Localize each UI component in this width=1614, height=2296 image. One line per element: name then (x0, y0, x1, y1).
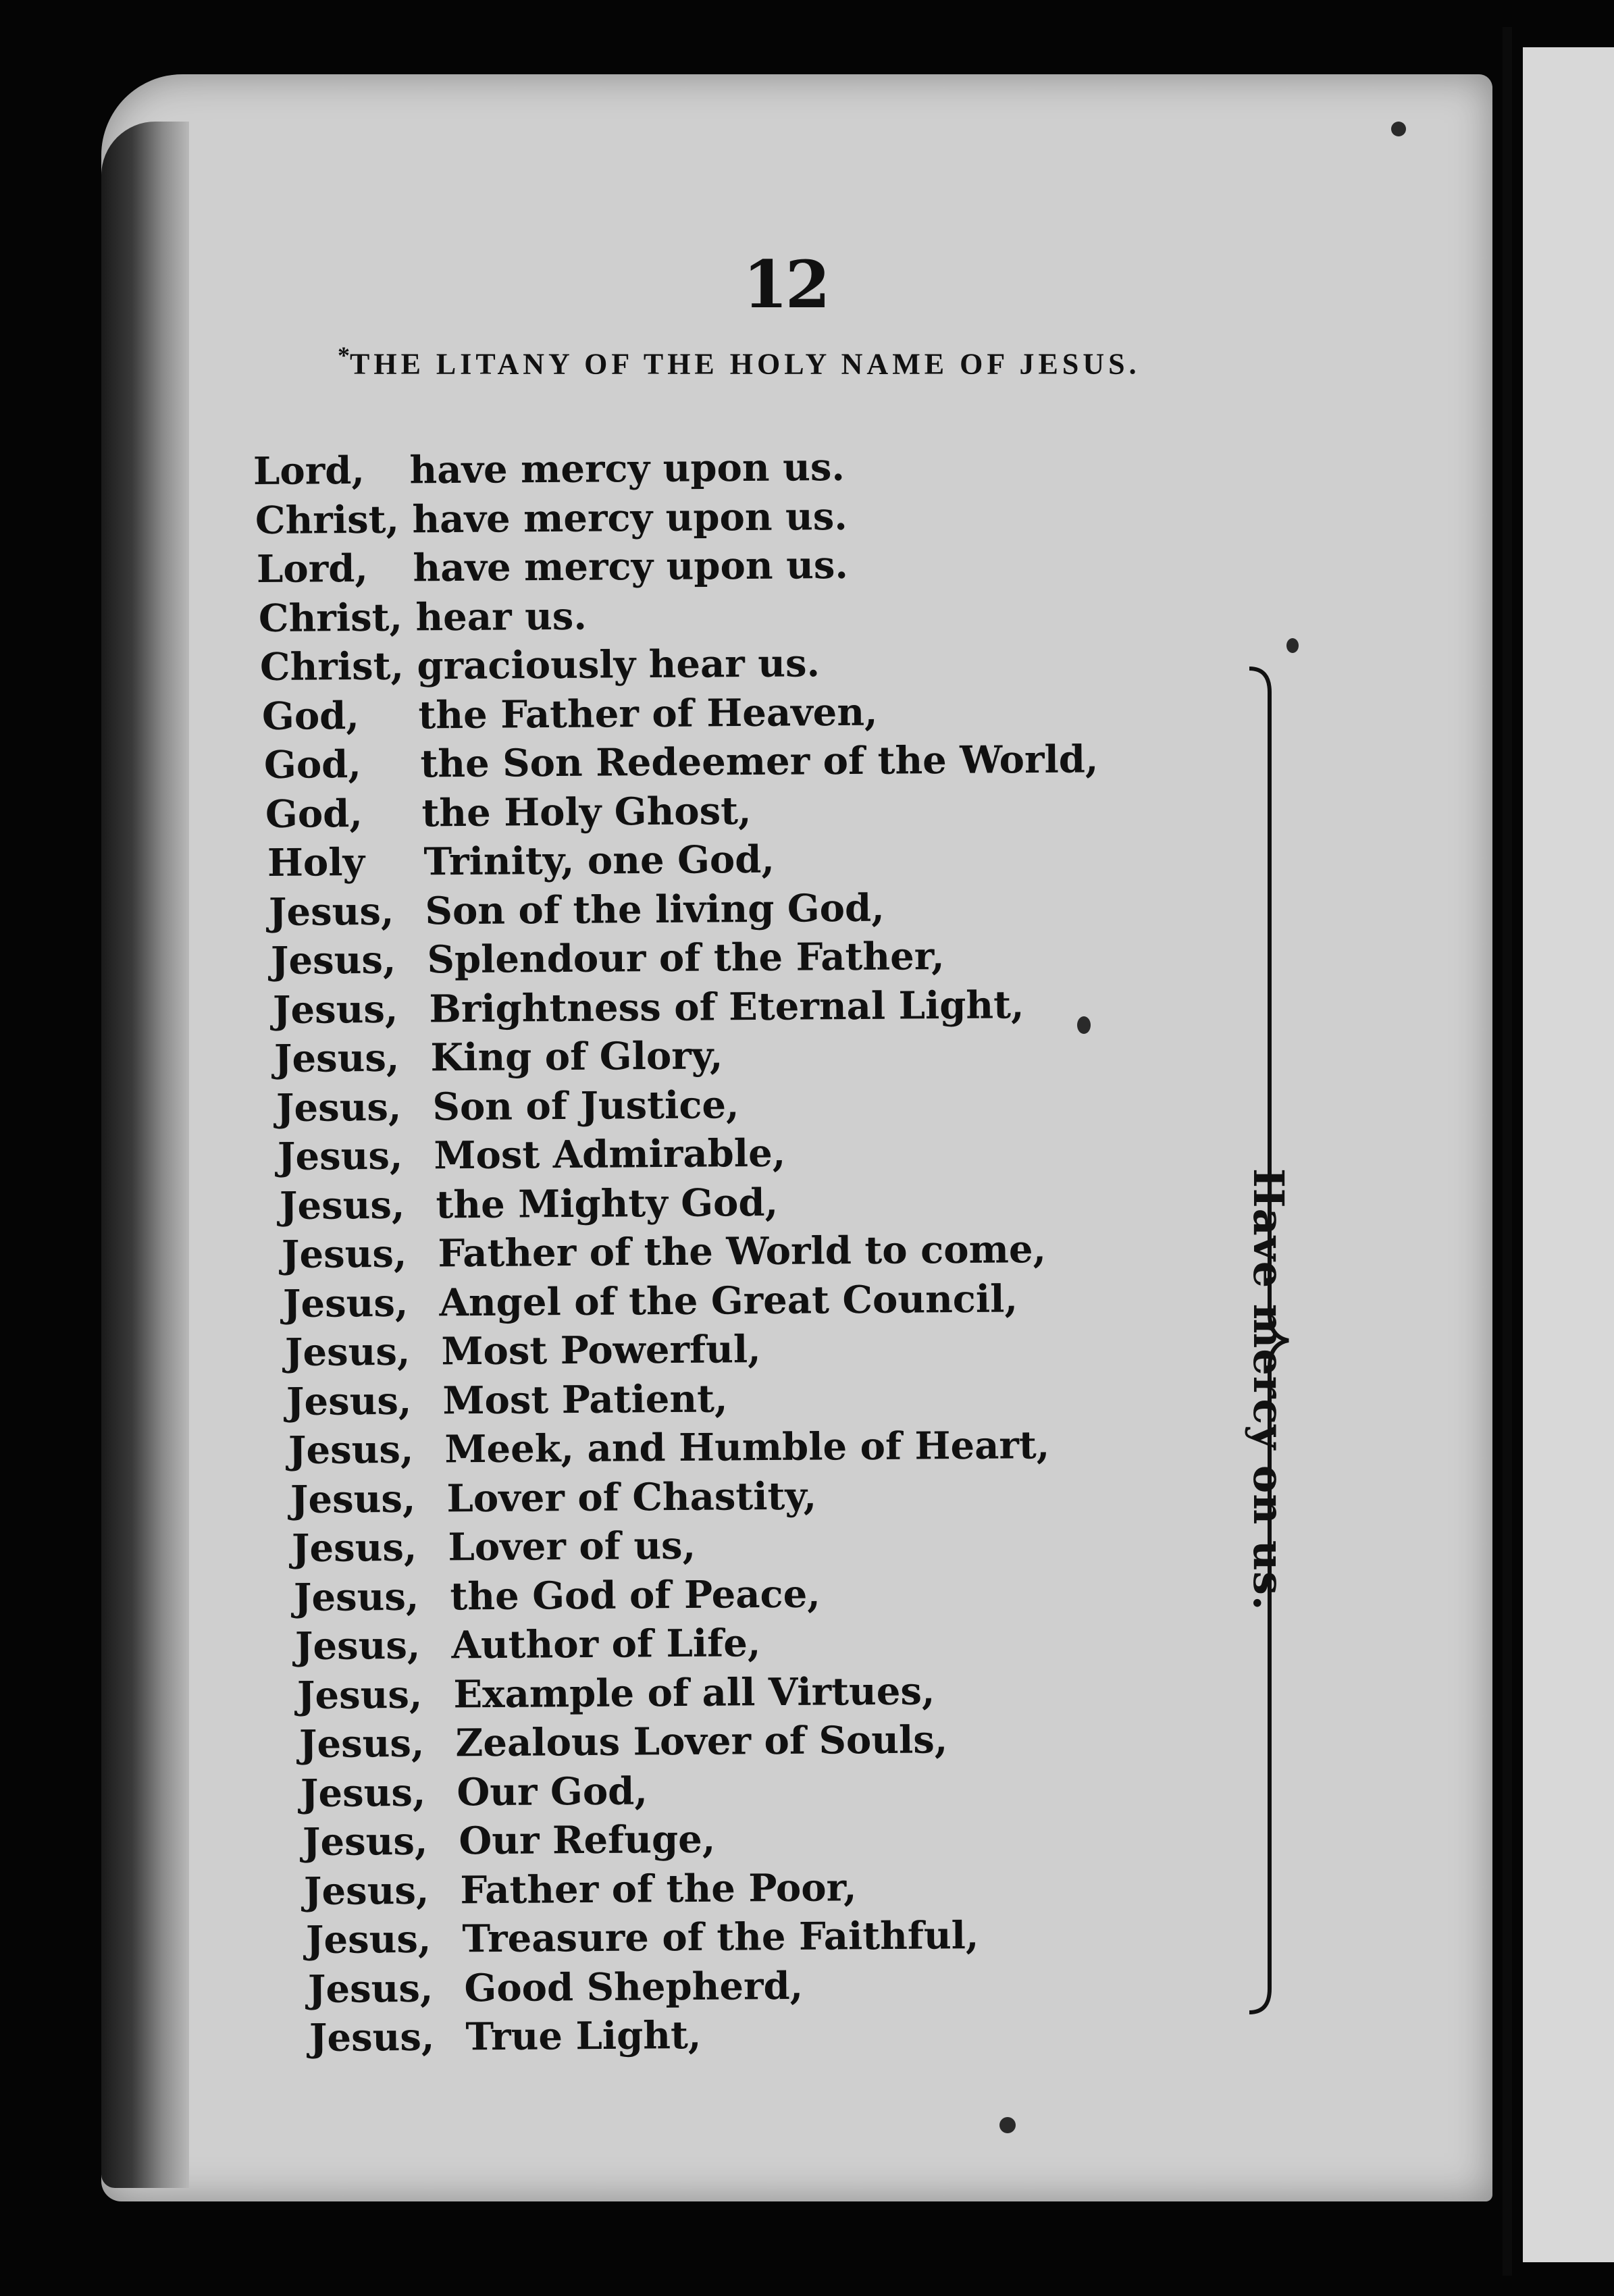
invocation-line (267, 837, 775, 885)
invocation-line (307, 1963, 803, 2011)
invocation-lead: Jesus, (278, 1133, 404, 1179)
invocation-lead: God, (263, 741, 361, 787)
invocation-line (280, 1180, 779, 1228)
invocation-text: Son of the living God, (425, 885, 885, 933)
invocation-lead: Holy (267, 839, 365, 885)
page-title (338, 341, 1141, 382)
invocation-line (288, 1423, 1050, 1473)
invocation-line (260, 641, 820, 689)
invocation-line (262, 689, 878, 738)
invocation-text: Splendour of the Father, (427, 934, 945, 983)
ink-speck (1391, 122, 1406, 136)
invocation-lead: Jesus, (298, 1721, 425, 1767)
invocation-line (286, 1376, 728, 1424)
invocation-line (306, 1913, 979, 1962)
invocation-lead: Jesus, (309, 2014, 435, 2060)
invocation-lead: Jesus, (295, 1623, 421, 1669)
invocation-text: the Son Redeemer of the World, (419, 737, 1099, 787)
invocation-text: Zealous Lover of Souls, (454, 1717, 948, 1766)
invocation-lead: Jesus, (286, 1378, 413, 1424)
invocation-line (297, 1669, 935, 1718)
invocation-line (278, 1131, 786, 1179)
response-text: Have mercy on us. (1244, 1168, 1293, 1611)
invocation-lead: Jesus, (269, 889, 395, 935)
invocation-text: Most Admirable, (434, 1130, 786, 1178)
invocation-lead: Christ, (258, 595, 402, 641)
invocation-lead: Jesus, (288, 1427, 414, 1473)
invocation-line (309, 2013, 702, 2060)
invocation-text: Brightness of Eternal Light, (428, 982, 1024, 1031)
invocation-text: Good Shepherd, (463, 1963, 803, 2010)
invocation-text: have mercy upon us. (413, 542, 849, 591)
invocation-line (281, 1227, 1045, 1277)
invocation-text: the God of Peace, (450, 1571, 821, 1619)
invocation-line (255, 494, 847, 542)
invocation-text: Father of the Poor, (460, 1864, 858, 1912)
invocation-lead: Jesus, (284, 1329, 411, 1375)
invocation-text: Our God, (457, 1768, 648, 1815)
invocation-lead: Jesus, (296, 1672, 423, 1718)
invocation-text: Lover of us, (448, 1523, 696, 1570)
ink-speck (1286, 638, 1299, 653)
invocation-lead: Jesus, (291, 1525, 417, 1571)
invocation-text: Author of Life, (451, 1621, 762, 1668)
invocation-text: Most Patient, (442, 1376, 729, 1423)
invocation-lead: Lord, (256, 546, 369, 592)
invocation-line (295, 1621, 761, 1669)
invocation-lead: Jesus, (305, 1916, 432, 1962)
invocation-text: Meek, and Humble of Heart, (444, 1423, 1050, 1472)
invocation-text: Father of the World to come, (437, 1227, 1046, 1276)
invocation-text: the Mighty God, (436, 1180, 779, 1227)
invocation-line (283, 1276, 1018, 1326)
invocation-lead: Jesus, (300, 1770, 426, 1816)
invocation-lead: Jesus, (293, 1574, 419, 1620)
invocation-text: Lover of Chastity, (446, 1473, 816, 1521)
invocation-line (292, 1523, 696, 1571)
invocation-text: graciously hear us. (417, 641, 821, 689)
page-number: 12 (743, 246, 828, 323)
invocation-lead: Jesus, (274, 1035, 400, 1081)
invocation-line (298, 1717, 947, 1767)
invocation-lead: Christ, (255, 497, 399, 543)
invocation-lead: Jesus, (279, 1182, 405, 1228)
title-footnote-marker: * (338, 342, 350, 369)
ink-speck (999, 2117, 1016, 2133)
invocation-lead: Jesus, (307, 1966, 434, 2012)
invocation-line (253, 445, 845, 494)
invocation-line (304, 1865, 857, 1914)
invocation-lead: God, (265, 791, 363, 837)
invocation-text: have mercy upon us. (411, 494, 848, 542)
page-fore-edge (101, 122, 189, 2188)
invocation-text: have mercy upon us. (409, 444, 845, 493)
invocation-line (274, 1033, 723, 1081)
invocation-text: Example of all Virtues, (453, 1668, 935, 1717)
invocation-line (269, 885, 885, 934)
ink-speck (1077, 1016, 1091, 1034)
invocation-text: Treasure of the Faithful, (462, 1913, 979, 1962)
invocation-text: Most Powerful, (441, 1327, 761, 1374)
invocation-lead: Jesus, (281, 1231, 407, 1277)
invocation-text: Son of Justice, (432, 1082, 739, 1129)
invocation-text: King of Glory, (430, 1033, 723, 1080)
invocation-line (285, 1327, 761, 1375)
invocation-text: Trinity, one God, (423, 837, 775, 885)
invocation-line (290, 1473, 816, 1521)
invocation-text: Angel of the Great Council, (439, 1276, 1018, 1325)
invocation-lead: Jesus, (282, 1280, 409, 1326)
invocation-lead: God, (261, 693, 360, 739)
invocation-text: hear us. (415, 594, 587, 640)
adjacent-page-edge (1523, 47, 1614, 2262)
invocation-lead: Jesus, (302, 1819, 428, 1864)
invocation-line (303, 1817, 716, 1864)
invocation-line (301, 1769, 648, 1816)
invocation-line (276, 1082, 739, 1130)
invocation-line (272, 983, 1024, 1033)
invocation-lead: Jesus, (290, 1476, 416, 1522)
invocation-line (294, 1571, 821, 1619)
invocation-lead: Jesus, (304, 1868, 430, 1914)
invocation-line (265, 788, 752, 836)
invocation-lead: Jesus, (270, 937, 396, 983)
invocation-line (271, 934, 945, 983)
invocation-line (263, 737, 1098, 787)
invocation-text: Our Refuge, (459, 1817, 716, 1864)
invocation-lead: Christ, (260, 644, 405, 689)
invocation-text: True Light, (465, 2012, 702, 2060)
invocation-lead: Jesus, (276, 1085, 402, 1130)
title-text: THE LITANY OF THE HOLY NAME OF JESUS. (350, 347, 1141, 381)
invocation-text: the Holy Ghost, (421, 788, 752, 835)
invocation-lead: Jesus, (272, 987, 398, 1033)
invocation-text: the Father of Heaven, (418, 689, 878, 737)
invocation-line (257, 543, 848, 592)
invocation-lead: Lord, (253, 448, 365, 494)
invocation-line (259, 594, 587, 640)
page-divider (1503, 27, 1512, 2276)
